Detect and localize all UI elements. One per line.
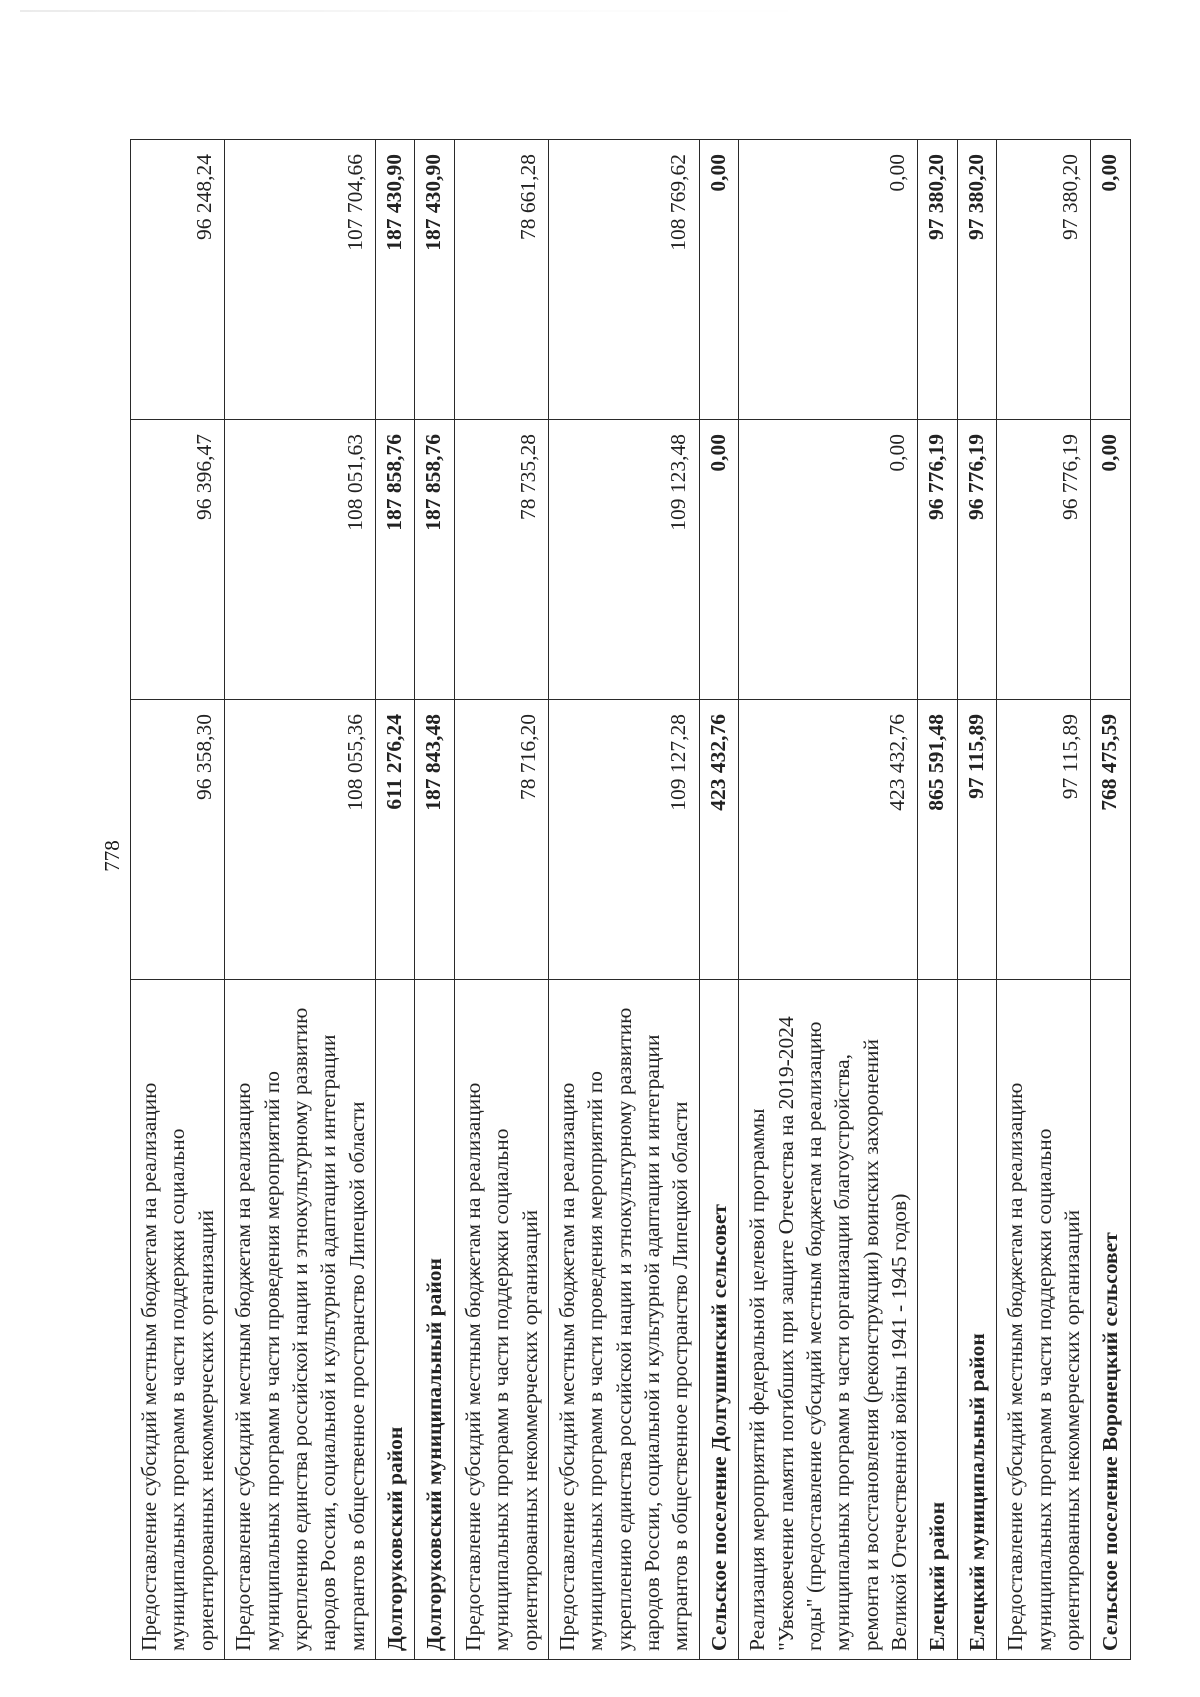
amount-cell-2: 0,00 xyxy=(699,420,738,700)
row-name-cell: Елецкий район xyxy=(918,980,957,1660)
amount-cell-3: 187 430,90 xyxy=(376,140,415,420)
table-row xyxy=(548,140,699,1660)
amount-cell-3: 97 380,20 xyxy=(957,140,996,420)
table-row xyxy=(376,140,415,1660)
amount-cell-2: 187 858,76 xyxy=(415,420,454,700)
amount-cell-2: 96 776,19 xyxy=(918,420,957,700)
amount-cell-3: 97 380,20 xyxy=(997,140,1091,420)
table-row xyxy=(739,140,918,1660)
rotated-table-frame xyxy=(130,140,1123,1660)
amount-cell-2: 78 735,28 xyxy=(454,420,548,700)
amount-cell-3: 187 430,90 xyxy=(415,140,454,420)
table-row xyxy=(415,140,454,1660)
amount-cell-1: 78 716,20 xyxy=(454,700,548,980)
row-name-cell: Предоставление субсидий местным бюджетам на реализацию муниципальных программ в части поддержки социально ориентированных некоммерческих организаций xyxy=(454,980,548,1660)
amount-cell-3: 97 380,20 xyxy=(918,140,957,420)
amount-cell-1: 865 591,48 xyxy=(918,700,957,980)
amount-cell-2: 108 051,63 xyxy=(225,420,376,700)
budget-table-container xyxy=(130,140,1123,1660)
page-number: 778 xyxy=(100,840,124,872)
table-row xyxy=(1091,140,1130,1660)
amount-cell-3: 0,00 xyxy=(739,140,918,420)
amount-cell-3: 107 704,66 xyxy=(225,140,376,420)
amount-cell-1: 97 115,89 xyxy=(997,700,1091,980)
table-row xyxy=(918,140,957,1660)
table-row xyxy=(131,140,225,1660)
amount-cell-1: 423 432,76 xyxy=(739,700,918,980)
amount-cell-1: 768 475,59 xyxy=(1091,700,1130,980)
amount-cell-2: 109 123,48 xyxy=(548,420,699,700)
row-name-cell: Долгоруковский муниципальный район xyxy=(415,980,454,1660)
amount-cell-3: 78 661,28 xyxy=(454,140,548,420)
amount-cell-1: 423 432,76 xyxy=(699,700,738,980)
amount-cell-3: 0,00 xyxy=(1091,140,1130,420)
amount-cell-2: 0,00 xyxy=(739,420,918,700)
amount-cell-1: 97 115,89 xyxy=(957,700,996,980)
row-name-cell: Долгоруковский район xyxy=(376,980,415,1660)
amount-cell-2: 0,00 xyxy=(1091,420,1130,700)
amount-cell-3: 0,00 xyxy=(699,140,738,420)
row-name-cell: Сельское поселение Воронецкий сельсовет xyxy=(1091,980,1130,1660)
amount-cell-2: 96 396,47 xyxy=(131,420,225,700)
table-row xyxy=(225,140,376,1660)
amount-cell-2: 96 776,19 xyxy=(957,420,996,700)
amount-cell-1: 109 127,28 xyxy=(548,700,699,980)
table-row xyxy=(957,140,996,1660)
row-name-cell: Реализация мероприятий федеральной целевой программы "Увековечение памяти погибших при защите Отечества на 2019-2024 годы" (предоставление субсидий местным бюджетам на реализацию муниципальных программ в части организации благоустройства, ремонта и восстановления (реконструкции) воинских захоронений Великой Отечественной войны 1941 - 1945 годов) xyxy=(739,980,918,1660)
amount-cell-2: 96 776,19 xyxy=(997,420,1091,700)
table-row xyxy=(997,140,1091,1660)
amount-cell-1: 96 358,30 xyxy=(131,700,225,980)
amount-cell-1: 187 843,48 xyxy=(415,700,454,980)
amount-cell-2: 187 858,76 xyxy=(376,420,415,700)
budget-table-body xyxy=(131,140,1131,1660)
table-row xyxy=(454,140,548,1660)
amount-cell-1: 108 055,36 xyxy=(225,700,376,980)
row-name-cell: Предоставление субсидий местным бюджетам на реализацию муниципальных программ в части проведения мероприятий по укреплению единства российской нации и этнокультурному развитию народов России, социальной и культурной адаптации и интеграции мигрантов в общественное пространство Липецкой области xyxy=(225,980,376,1660)
row-name-cell: Предоставление субсидий местным бюджетам на реализацию муниципальных программ в части поддержки социально ориентированных некоммерческих организаций xyxy=(997,980,1091,1660)
budget-table xyxy=(130,139,1131,1660)
scan-edge-smudge xyxy=(20,10,820,12)
amount-cell-3: 108 769,62 xyxy=(548,140,699,420)
row-name-cell: Предоставление субсидий местным бюджетам на реализацию муниципальных программ в части проведения мероприятий по укреплению единства российской нации и этнокультурному развитию народов России, социальной и культурной адаптации и интеграции мигрантов в общественное пространство Липецкой области xyxy=(548,980,699,1660)
row-name-cell: Елецкий муниципальный район xyxy=(957,980,996,1660)
amount-cell-1: 611 276,24 xyxy=(376,700,415,980)
table-row xyxy=(699,140,738,1660)
row-name-cell: Сельское поселение Долгушинский сельсовет xyxy=(699,980,738,1660)
amount-cell-3: 96 248,24 xyxy=(131,140,225,420)
row-name-cell: Предоставление субсидий местным бюджетам на реализацию муниципальных программ в части поддержки социально ориентированных некоммерческих организаций xyxy=(131,980,225,1660)
